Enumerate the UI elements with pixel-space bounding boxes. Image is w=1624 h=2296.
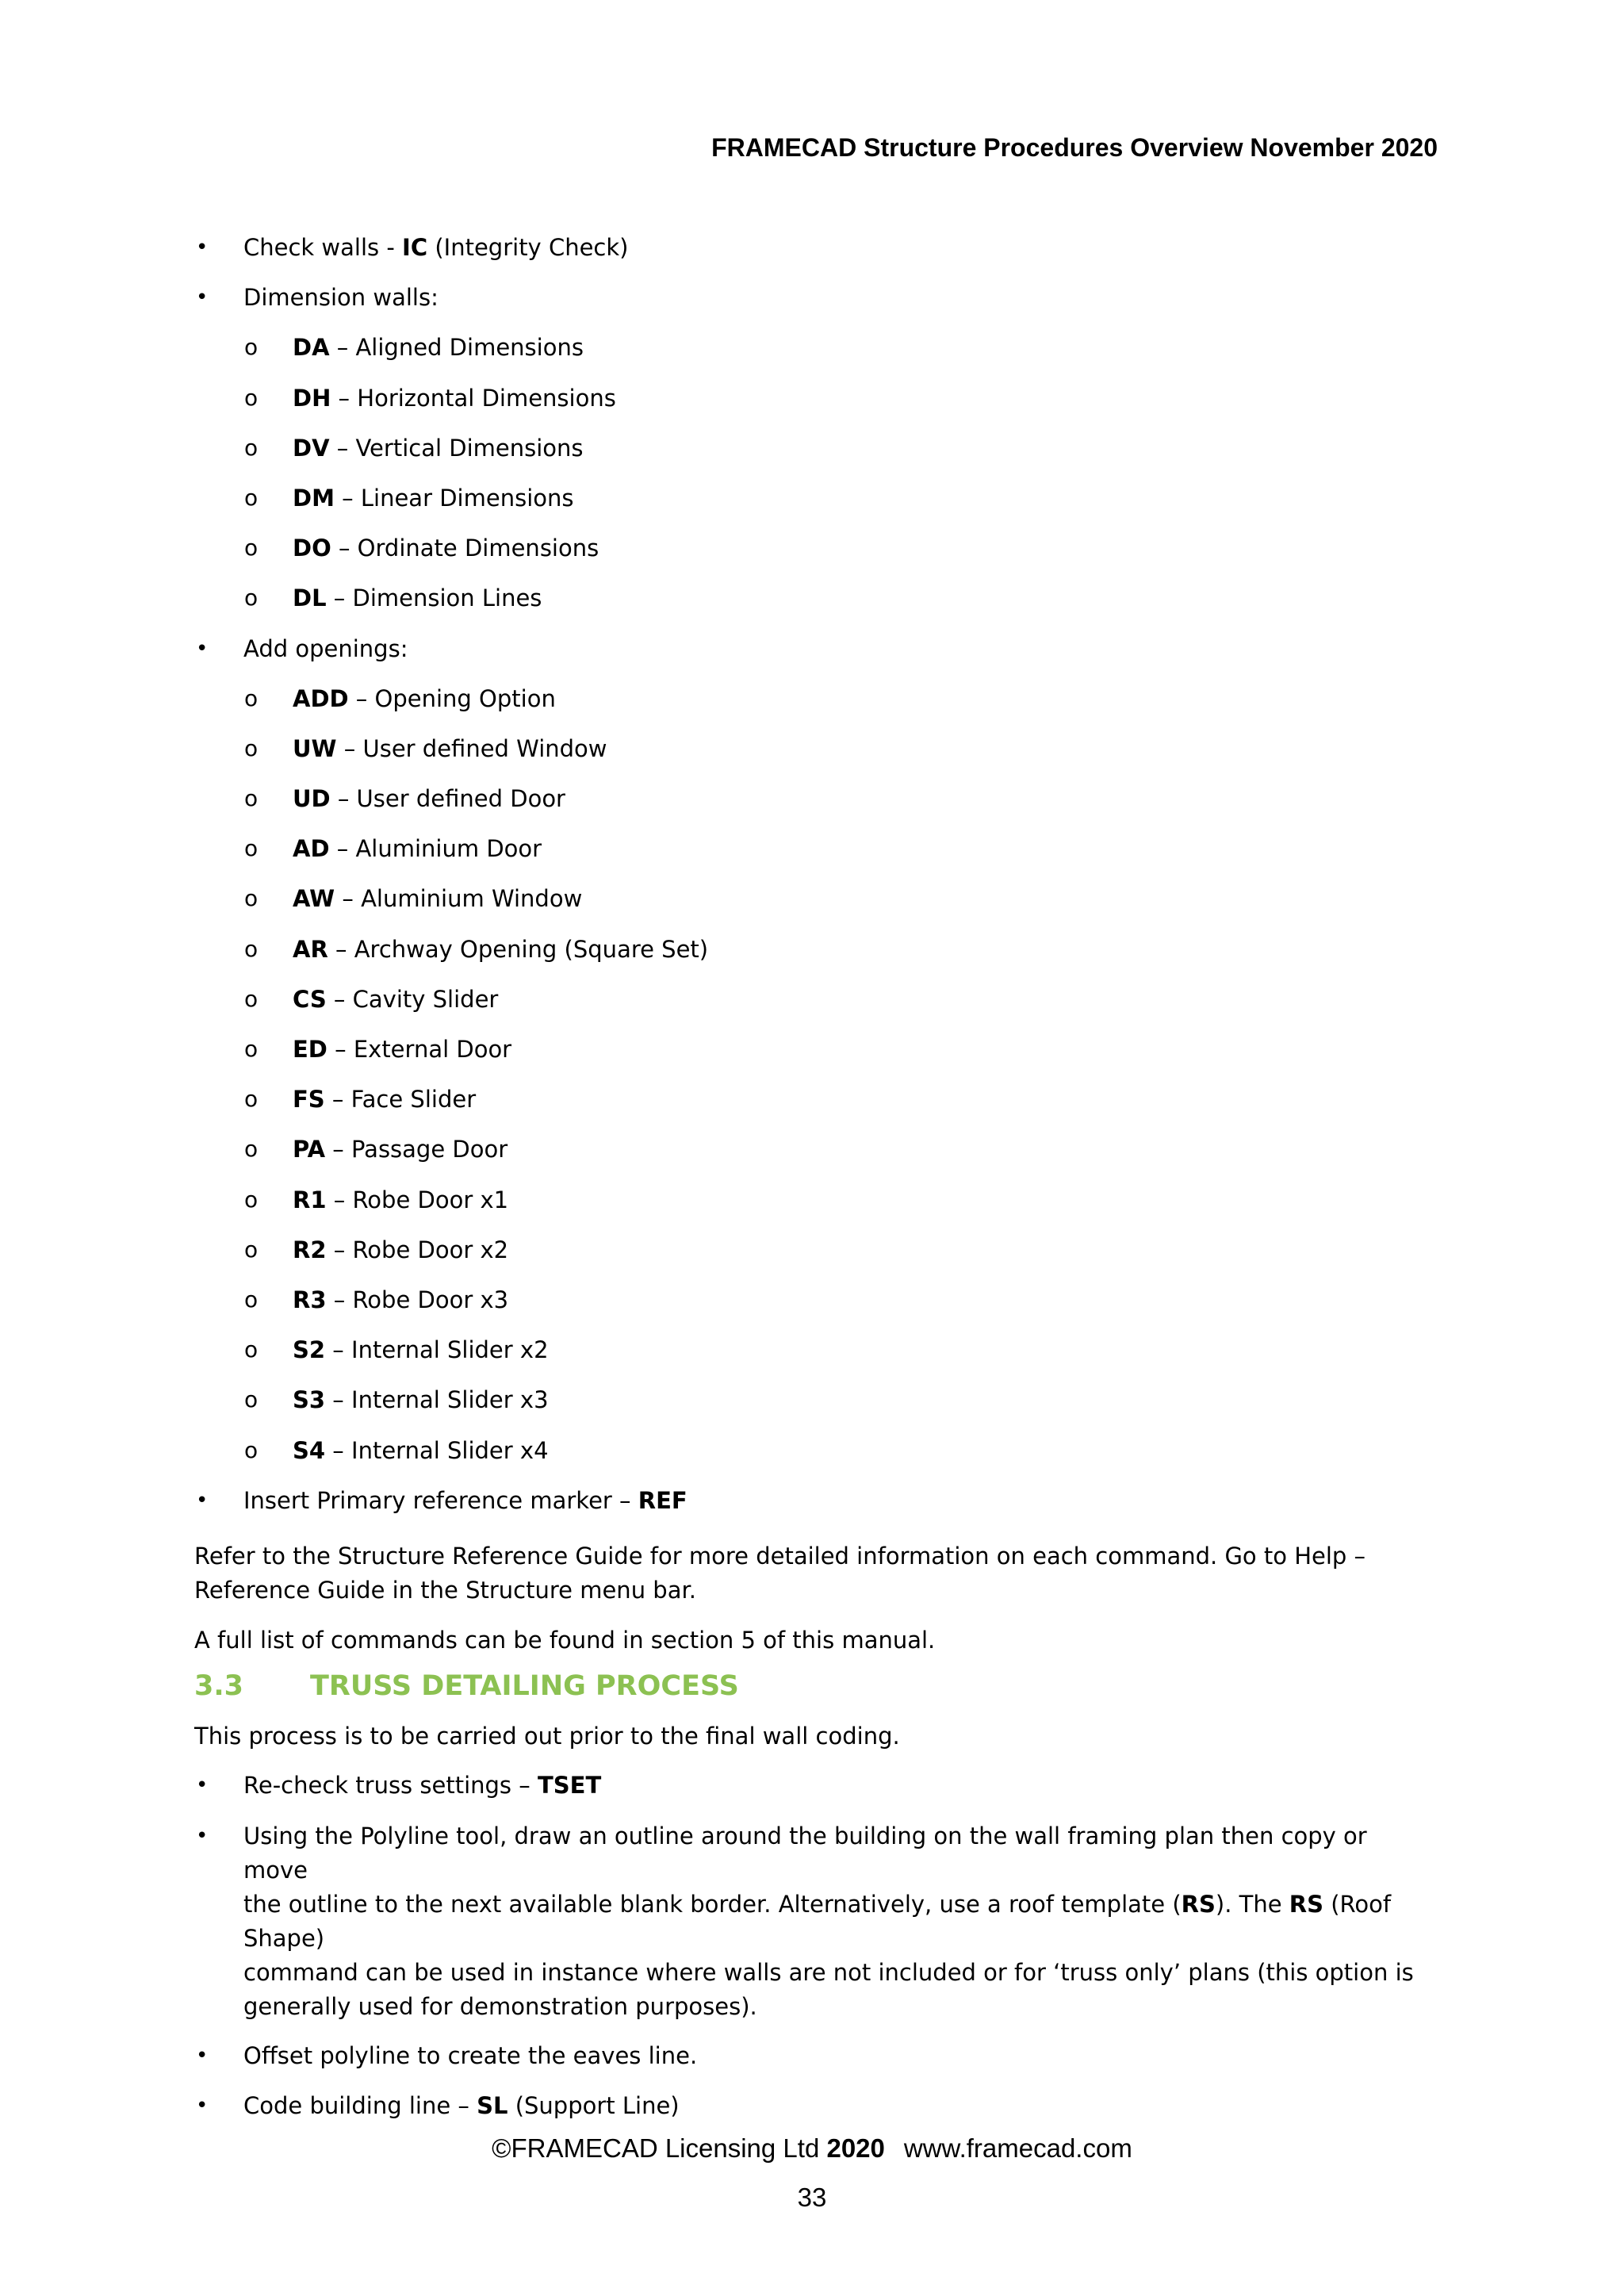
list-item-text: DV – Vertical Dimensions [293,434,584,462]
list-item-text: ADD – Opening Option [293,684,556,712]
sub-list-item [194,1284,1431,1334]
sub-list-item [194,1384,1431,1434]
list-item-text: DO – Ordinate Dimensions [293,535,599,562]
command-code: IC [402,234,428,261]
sub-list-item [194,733,1431,783]
command-code: DA [293,334,330,362]
sub-bullet-marker: o [244,1086,259,1113]
bullet-marker: • [196,2044,209,2068]
list-item [194,1819,1431,2024]
command-code: DM [293,484,335,512]
list-item-text: Code building line – SL (Support Line) [243,2092,680,2120]
list-item-text: DL – Dimension Lines [293,585,542,612]
list-item-text: S2 – Internal Slider x2 [293,1336,549,1364]
command-code: S3 [293,1386,326,1414]
bullet-marker: • [196,1773,209,1797]
sub-list-item [194,582,1431,632]
list-item [194,282,1431,332]
list-item-text: Re-check truss settings – TSET [243,1771,602,1799]
command-code: UD [293,785,331,813]
sub-bullet-marker: o [244,785,259,812]
command-code: DO [293,535,331,562]
sub-list-item [194,883,1431,933]
command-code: R3 [293,1286,327,1313]
section-heading [194,1664,1431,1713]
bullet-marker: • [196,236,209,259]
command-code: DL [293,585,327,612]
sub-bullet-marker: o [244,734,259,761]
sub-list-item [194,683,1431,733]
list-item [194,1485,1431,1535]
list-item [194,2040,1431,2090]
command-code: UW [293,734,337,762]
list-item-text: AW – Aluminium Window [293,885,583,913]
list-item [194,2090,1431,2140]
list-item-text: S3 – Internal Slider x3 [293,1386,549,1414]
list-item-text: DA – Aligned Dimensions [293,334,584,362]
command-code: AD [293,835,330,863]
bullet-marker: • [196,636,209,661]
section-number: 3.3 [194,1669,244,1702]
list-item-text: Using the Polyline tool, draw an outline around the building on the wall framing plan then copy or move the outline to the next available blank border. Alternatively, use a roof template (RS). The RS (Roof Shape) command can be used in instance where walls are not included or for ‘truss only’ plans (this option is generally used for demonstration purposes). [243,1823,1414,2021]
sub-bullet-marker: o [244,1286,259,1313]
list-item-text: PA – Passage Door [293,1136,508,1163]
bullet-marker: • [196,286,209,310]
command-code: R1 [293,1186,327,1213]
sub-bullet-marker: o [244,585,259,611]
process-paragraph: This process is to be carried out prior to the final wall coding. [194,1722,900,1750]
full-list-paragraph: A full list of commands can be found in section 5 of this manual. [194,1626,936,1654]
section-title: TRUSS DETAILING PROCESS [310,1669,739,1702]
sub-list-item [194,1184,1431,1234]
command-code: S4 [293,1436,326,1464]
sub-bullet-marker: o [244,1136,259,1163]
list-item-text: AD – Aluminium Door [293,835,542,863]
command-code: S2 [293,1336,326,1364]
command-code: CS [293,985,327,1013]
list-item-text: Dimension walls: [243,284,439,312]
list-item-text: R2 – Robe Door x2 [293,1236,509,1263]
list-item-text: CS – Cavity Slider [293,985,499,1013]
page-footer [0,2133,1624,2164]
footer-year: 2020 [826,2133,885,2163]
sub-bullet-marker: o [244,1236,259,1263]
command-code: DV [293,434,330,462]
sub-bullet-marker: o [244,935,259,962]
sub-bullet-marker: o [244,484,259,511]
footer-copyright: ©FRAMECAD Licensing Ltd [492,2133,827,2163]
sub-bullet-marker: o [244,1336,259,1363]
list-item [194,232,1431,282]
list-item-text: Add openings: [243,634,408,662]
list-item-text: UW – User defined Window [293,734,607,762]
list-item-text: FS – Face Slider [293,1086,477,1114]
command-code: ED [293,1036,327,1063]
reference-paragraph-line2: Reference Guide in the Structure menu bar. [194,1576,696,1604]
command-code: ADD [293,684,349,712]
sub-list-item [194,1133,1431,1183]
list-item-text: Offset polyline to create the eaves line. [243,2042,698,2070]
bullet-marker: • [196,2094,209,2118]
sub-list-item [194,382,1431,432]
list-item [194,1769,1431,1819]
sub-bullet-marker: o [244,1036,259,1062]
page-content [194,232,1431,2140]
sub-bullet-marker: o [244,1436,259,1463]
command-code: AR [293,935,328,963]
sub-bullet-marker: o [244,1386,259,1413]
command-code: AW [293,885,335,913]
command-code: DH [293,384,331,412]
sub-list-item [194,1435,1431,1485]
list-item-text: DM – Linear Dimensions [293,484,574,512]
command-code: REF [638,1486,688,1514]
sub-list-item [194,933,1431,983]
sub-bullet-marker: o [244,985,259,1012]
sub-bullet-marker: o [244,1186,259,1213]
list-item-text: UD – User defined Door [293,785,565,813]
list-item-text: Insert Primary reference marker – REF [243,1486,688,1514]
sub-list-item [194,332,1431,381]
sub-list-item [194,432,1431,482]
sub-bullet-marker: o [244,384,259,411]
sub-bullet-marker: o [244,835,259,862]
list-item-text: AR – Archway Opening (Square Set) [293,935,709,963]
list-item-text: Check walls - IC (Integrity Check) [243,234,629,261]
list-item-text: S4 – Internal Slider x4 [293,1436,549,1464]
sub-list-item [194,833,1431,883]
sub-list-item [194,983,1431,1033]
page-header: FRAMECAD Structure Procedures Overview November 2020 [711,133,1438,162]
list-item-text: DH – Horizontal Dimensions [293,384,616,412]
sub-list-item [194,1334,1431,1384]
reference-paragraph [194,1539,1431,1608]
sub-bullet-marker: o [244,885,259,912]
sub-list-item [194,1234,1431,1284]
sub-bullet-marker: o [244,535,259,562]
list-item-text: ED – External Door [293,1036,512,1063]
list-item-text: R1 – Robe Door x1 [293,1186,509,1213]
list-item [194,633,1431,683]
sub-bullet-marker: o [244,684,259,711]
sub-list-item [194,482,1431,532]
sub-list-item [194,532,1431,582]
list-item-text: R3 – Robe Door x3 [293,1286,509,1313]
sub-list-item [194,783,1431,833]
sub-list-item [194,1083,1431,1133]
sub-bullet-marker: o [244,334,259,361]
command-code: FS [293,1086,325,1114]
bullet-marker: • [196,1824,209,1849]
bullet-marker: • [196,1488,209,1512]
command-code: R2 [293,1236,327,1263]
sub-bullet-marker: o [244,434,259,461]
command-code: PA [293,1136,326,1163]
command-list [194,232,1431,1535]
reference-paragraph-line1: Refer to the Structure Reference Guide for more detailed information on each command. Go to Help – [194,1542,1366,1570]
footer-website: www.framecad.com [903,2133,1132,2163]
page-number: 33 [797,2183,827,2212]
sub-list-item [194,1033,1431,1083]
